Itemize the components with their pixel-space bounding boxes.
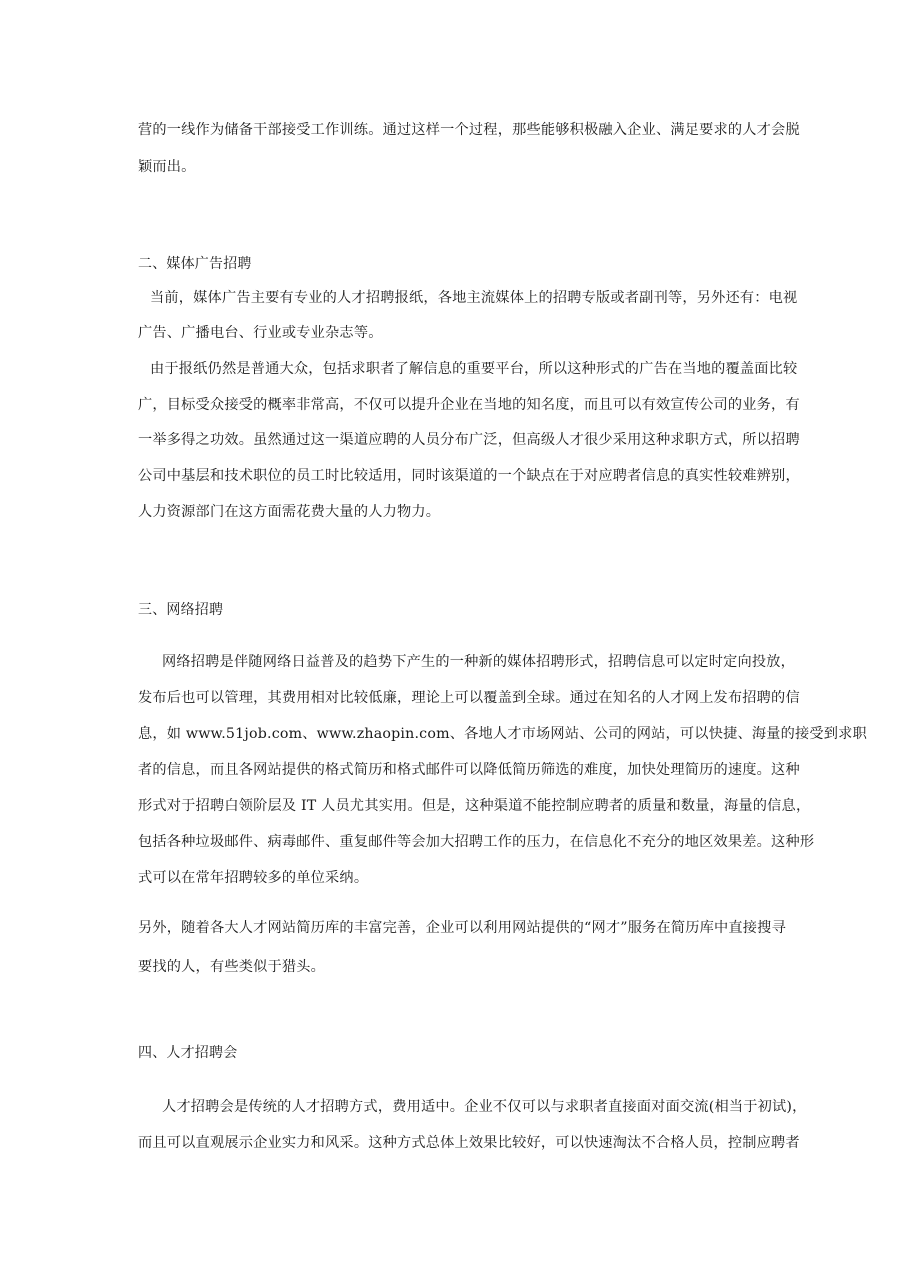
paragraph-line: 人才招聘会是传统的人才招聘方式，费用适中。企业不仅可以与求职者直接面对面交流(相当于初试)，: [162, 1099, 807, 1115]
paragraph-line: 式可以在常年招聘较多的单位采纳。: [138, 870, 369, 886]
section-heading: 四、人才招聘会: [138, 1045, 238, 1061]
section-heading: 二、媒体广告招聘: [138, 256, 252, 272]
paragraph-line: 由于报纸仍然是普通大众，包括求职者了解信息的重要平台，所以这种形式的广告在当地的覆盖面比较: [150, 361, 798, 377]
paragraph-line: 广，目标受众接受的概率非常高，不仅可以提升企业在当地的知名度，而且可以有效宣传公司的业务，有: [138, 397, 800, 413]
paragraph-line: 息，如 www.51job.com、www.zhaopin.com、各地人才市场网站、公司的网站，可以快捷、海量的接受到求职: [138, 726, 867, 742]
paragraph-line: 广告、广播电台、行业或专业杂志等。: [138, 325, 383, 341]
paragraph-line: 而且可以直观展示企业实力和风采。这种方式总体上效果比较好，可以快速淘汰不合格人员，控制应聘者: [138, 1135, 800, 1151]
paragraph-line: 形式对于招聘白领阶层及 IT 人员尤其实用。但是，这种渠道不能控制应聘者的质量和数量，海量的信息，: [138, 798, 811, 814]
paragraph-line: 网络招聘是伴随网络日益普及的趋势下产生的一种新的媒体招聘形式，招聘信息可以定时定向投放，: [162, 654, 796, 670]
paragraph-line: 一举多得之功效。虽然通过这一渠道应聘的人员分布广泛，但高级人才很少采用这种求职方式，所以招聘: [138, 432, 800, 448]
paragraph-line: 人力资源部门在这方面需花费大量的人力物力。: [138, 504, 441, 520]
paragraph-line: 公司中基层和技术职位的员工时比较适用，同时该渠道的一个缺点在于对应聘者信息的真实性较难辨别，: [138, 468, 800, 484]
paragraph-line: 另外，随着各大人才网站简历库的丰富完善，企业可以利用网站提供的“网才”服务在简历库中直接搜寻: [138, 920, 786, 936]
paragraph-line: 营的一线作为储备干部接受工作训练。通过这样一个过程，那些能够积极融入企业、满足要求的人才会脱: [138, 122, 800, 138]
paragraph-line: 发布后也可以管理，其费用相对比较低廉，理论上可以覆盖到全球。通过在知名的人才网上发布招聘的信: [138, 690, 800, 706]
paragraph-line: 包括各种垃圾邮件、病毒邮件、重复邮件等会加大招聘工作的压力，在信息化不充分的地区效果差。这种形: [138, 834, 815, 850]
paragraph-line: 要找的人，有些类似于猎头。: [138, 959, 326, 975]
paragraph-line: 当前，媒体广告主要有专业的人才招聘报纸，各地主流媒体上的招聘专版或者副刊等，另外还有：电视: [150, 290, 798, 306]
paragraph-line: 者的信息，而且各网站提供的格式简历和格式邮件可以降低简历筛选的难度，加快处理简历的速度。这种: [138, 762, 800, 778]
paragraph-line: 颖而出。: [138, 159, 196, 175]
section-heading: 三、网络招聘: [138, 602, 224, 618]
